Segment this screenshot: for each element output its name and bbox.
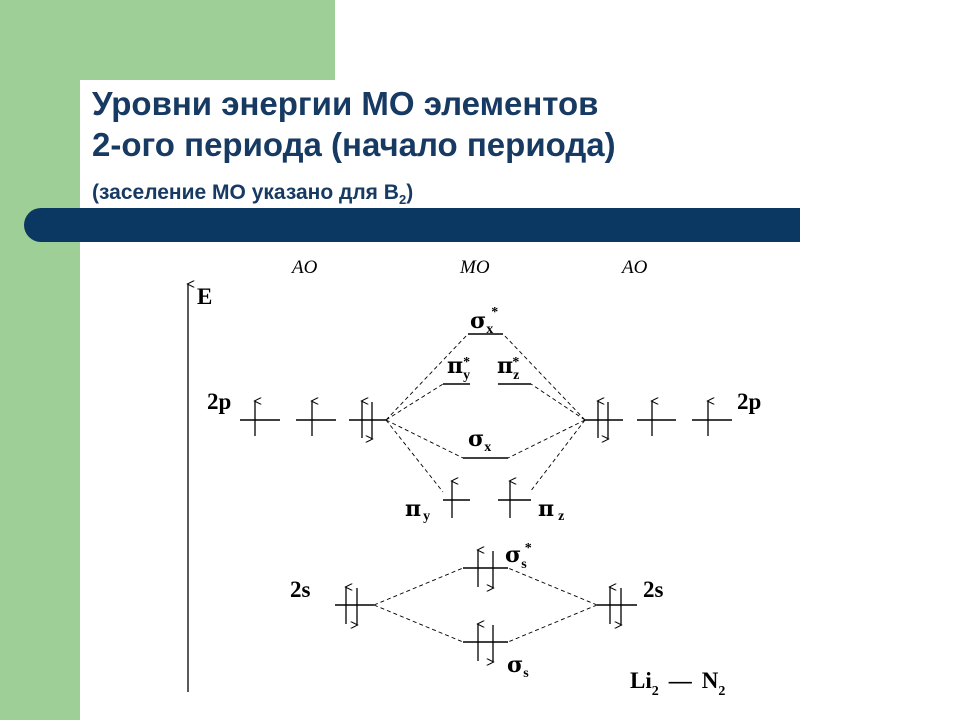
sigma-symbol: σ bbox=[507, 652, 524, 678]
title-line-1: Уровни энергии МО элементов bbox=[92, 85, 599, 122]
subscript-z: z bbox=[558, 509, 565, 524]
mo-sigma-x-label bbox=[468, 426, 491, 455]
correlation-lines-2s-left bbox=[374, 568, 463, 642]
label-2p-left: 2p bbox=[207, 389, 232, 414]
sigma-symbol: σ bbox=[468, 426, 485, 452]
pi-symbol: π bbox=[538, 496, 555, 522]
mo-pi-y-star-label bbox=[447, 353, 470, 383]
subscript-y: y bbox=[423, 509, 431, 524]
header-mo: MO bbox=[460, 257, 490, 278]
subtitle-text: (заселение МО указано для B bbox=[92, 181, 399, 204]
subscript-y: y bbox=[463, 368, 471, 383]
sigma-symbol: σ bbox=[470, 308, 487, 334]
subscript-s: s bbox=[521, 557, 527, 572]
sigma-symbol: σ bbox=[505, 542, 522, 568]
subscript-x: x bbox=[486, 322, 494, 337]
label-2s-left: 2s bbox=[290, 577, 311, 602]
header-ao-right: AO bbox=[622, 257, 648, 278]
range-dash: — bbox=[668, 668, 692, 693]
mo-sigma-s-label bbox=[507, 652, 529, 681]
antibonding-star: * bbox=[524, 541, 532, 556]
pi-symbol: π bbox=[405, 496, 422, 522]
range-start-element: Li bbox=[630, 668, 652, 693]
subscript-x: x bbox=[484, 440, 492, 455]
subscript-s: s bbox=[523, 666, 529, 681]
subtitle-subscript: 2 bbox=[398, 192, 407, 208]
mo-pi-z-star-label bbox=[497, 353, 519, 383]
mo-pi-z-label bbox=[538, 496, 564, 524]
mo-sigma-x-star-label bbox=[470, 305, 498, 337]
label-2s-right: 2s bbox=[643, 577, 664, 602]
antibonding-star: * bbox=[463, 355, 471, 370]
range-end-subscript: 2 bbox=[718, 684, 726, 699]
range-start-subscript: 2 bbox=[651, 684, 659, 699]
element-range-label bbox=[630, 668, 725, 699]
header-ao-left: AO bbox=[292, 257, 318, 278]
subtitle-end: ) bbox=[406, 181, 414, 204]
antibonding-star: * bbox=[491, 305, 499, 320]
range-end-element: N bbox=[701, 668, 719, 693]
pi-symbol: π bbox=[447, 353, 464, 379]
subscript-z: z bbox=[513, 368, 520, 383]
antibonding-star: * bbox=[512, 355, 520, 370]
energy-axis-label: E bbox=[197, 284, 213, 309]
mo-sigma-s-star-label bbox=[505, 541, 532, 572]
pi-symbol: π bbox=[497, 353, 514, 379]
title-line-2: 2-ого периода (начало периода) bbox=[92, 126, 616, 163]
correlation-lines-2s-right bbox=[508, 568, 597, 642]
mo-pi-y-label bbox=[405, 496, 430, 524]
label-2p-right: 2p bbox=[737, 389, 762, 414]
